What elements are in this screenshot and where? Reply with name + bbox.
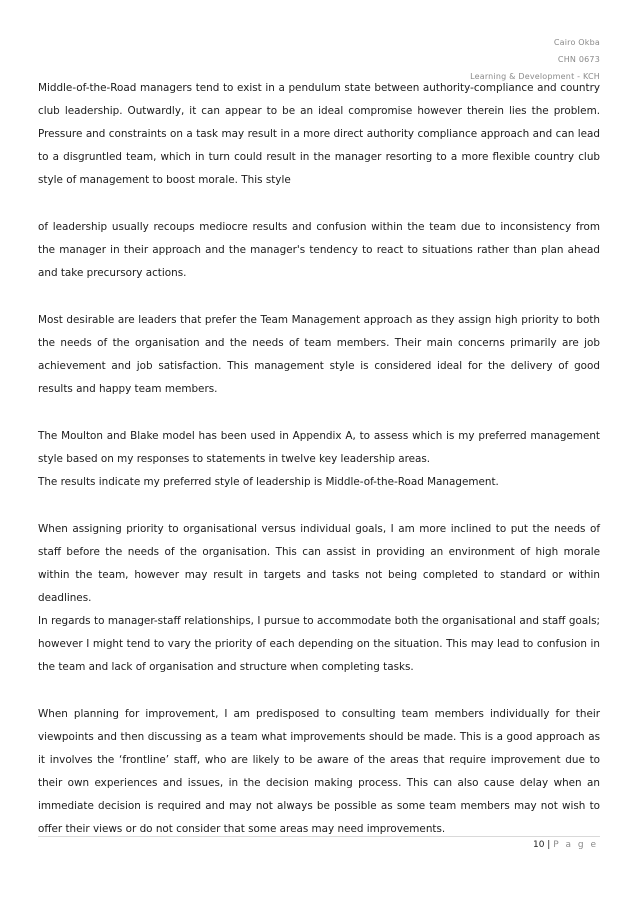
paragraph: Middle-of-the-Road managers tend to exist in a pendulum state between authority-compliance and country club leadership. Outwardly, it can appear to be an ideal compromise however therein lies the problem. Pressure and constraints on a task may result in a more direct authority compliance approach and can lead to a disgruntled team, which in turn could result in the manager resorting to a more flexible country club style of management to boost morale. This style <box>38 82 600 186</box>
paragraph: When assigning priority to organisational versus individual goals, I am more inclined to put the needs of staff before the needs of the organisation. This can assist in providing an environment of high morale within the team, however may result in targets and tasks not being completed to standard or within deadlines. <box>38 523 600 604</box>
header-code: CHN 0673 <box>557 55 600 64</box>
page-label: P a g e <box>553 840 598 850</box>
header-subtitle: Learning & Development - KCH <box>470 72 600 81</box>
paragraph: Most desirable are leaders that prefer the Team Management approach as they assign high priority to both the needs of the organisation and the needs of team members. Their main concerns primarily are job achievement and job satisfaction. This management style is considered ideal for the delivery of good results and happy team members. <box>38 314 600 395</box>
paragraph: The results indicate my preferred style of leadership is Middle-of-the-Road Management. <box>38 476 499 488</box>
paragraph: When planning for improvement, I am predisposed to consulting team members individually for their viewpoints and then discussing as a team what improvements should be made. This is a good approach as it involves the ‘frontline’ staff, who are likely to be aware of the areas that require improvement due to their own experiences and issues, in the decision making process. This can also cause delay when an immediate decision is required and may not always be possible as some team members may not wish to offer their views or do not consider that some areas may need improvements. <box>38 708 600 835</box>
footer-divider <box>38 836 600 837</box>
header-author: Cairo Okba <box>553 38 600 47</box>
page-footer <box>533 840 598 850</box>
paragraph: of leadership usually recoups mediocre results and confusion within the team due to inconsistency from the manager in their approach and the manager's tendency to react to situations rather than plan ahead and take precursory actions. <box>38 221 600 279</box>
page-number: 10 <box>532 840 545 850</box>
paragraph: The Moulton and Blake model has been used in Appendix A, to assess which is my preferred management style based on my responses to statements in twelve key leadership areas. <box>38 430 600 465</box>
paragraph: In regards to manager-staff relationships, I pursue to accommodate both the organisational and staff goals; however I might tend to vary the priority of each depending on the situation. This may lead to confusion in the team and lack of organisation and structure when completing tasks. <box>38 615 600 673</box>
document-body <box>38 77 600 841</box>
footer-separator: | <box>547 840 551 850</box>
